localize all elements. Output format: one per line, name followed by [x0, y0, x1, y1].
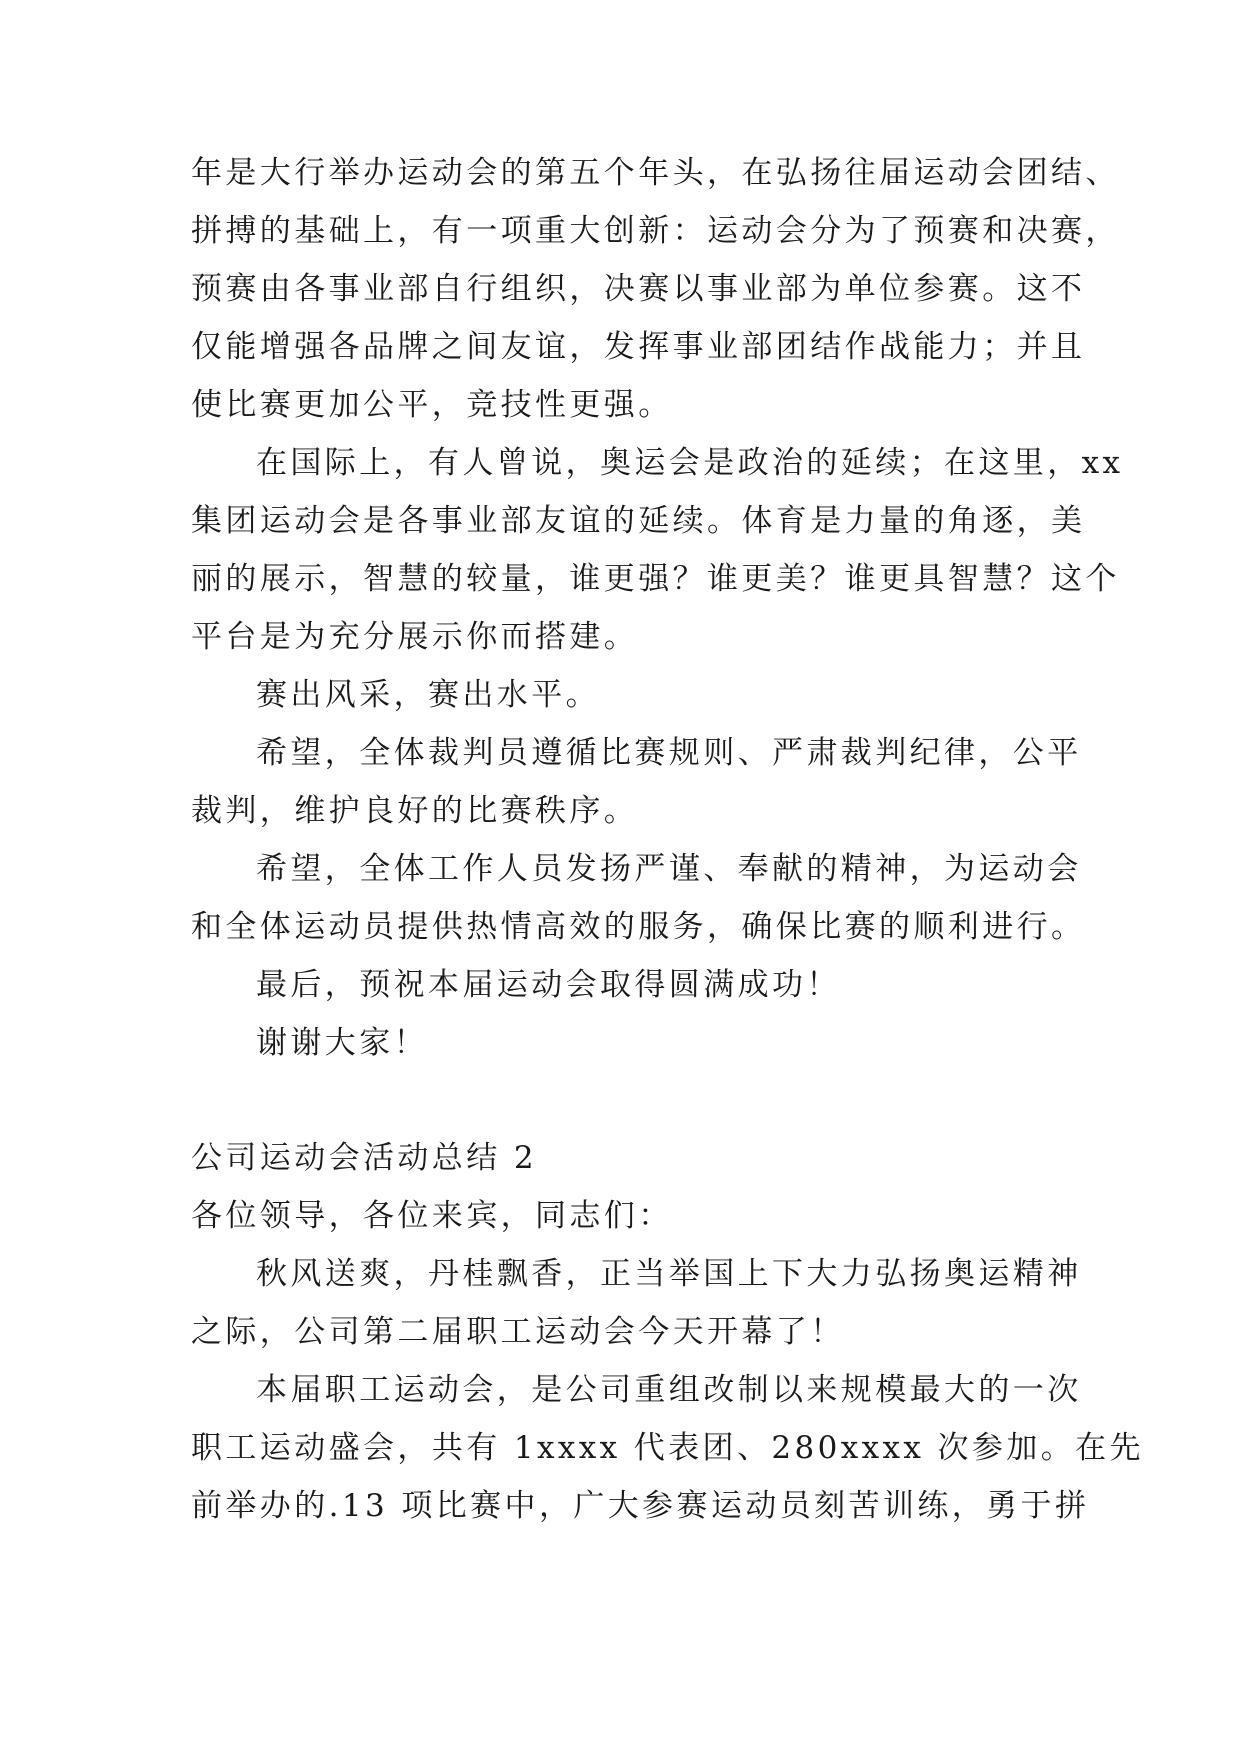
paragraph-line: 年是大行举办运动会的第五个年头，在弘扬往届运动会团结、 — [191, 155, 1120, 191]
paragraph-line: 拼搏的基础上，有一项重大创新：运动会分为了预赛和决赛， — [191, 213, 1120, 249]
paragraph-line: 本届职工运动会，是公司重组改制以来规模最大的一次 — [256, 1372, 1082, 1408]
paragraph-line: 希望，全体裁判员遵循比赛规则、严肃裁判纪律，公平 — [256, 735, 1082, 771]
greeting: 各位领导，各位来宾，同志们： — [191, 1198, 673, 1234]
paragraph-line: 希望，全体工作人员发扬严谨、奉献的精神，为运动会 — [256, 851, 1082, 887]
paragraph-line: 前举办的.13 项比赛中，广大参赛运动员刻苦训练，勇于拼 — [191, 1488, 1090, 1524]
paragraph-line: 赛出风采，赛出水平。 — [256, 677, 600, 713]
paragraph-line: 集团运动会是各事业部友谊的延续。体育是力量的角逐，美 — [191, 503, 1086, 539]
paragraph-line: 和全体运动员提供热情高效的服务，确保比赛的顺利进行。 — [191, 909, 1086, 945]
paragraph-line: 之际，公司第二届职工运动会今天开幕了！ — [191, 1314, 845, 1350]
paragraph-line: 仅能增强各品牌之间友谊，发挥事业部团结作战能力；并且 — [191, 329, 1086, 365]
paragraph-line: 预赛由各事业部自行组织，决赛以事业部为单位参赛。这不 — [191, 271, 1086, 307]
paragraph-line: 平台是为充分展示你而搭建。 — [191, 619, 639, 655]
paragraph-line: 职工运动盛会，共有 1xxxx 代表团、280xxxx 次参加。在先 — [191, 1430, 1144, 1466]
paragraph-line: 使比赛更加公平，竞技性更强。 — [191, 387, 673, 423]
paragraph-line: 秋风送爽，丹桂飘香，正当举国上下大力弘扬奥运精神 — [256, 1256, 1082, 1292]
section-title: 公司运动会活动总结 2 — [191, 1140, 537, 1176]
paragraph-line: 最后，预祝本届运动会取得圆满成功！ — [256, 967, 841, 1003]
paragraph-line: 裁判，维护良好的比赛秩序。 — [191, 793, 639, 829]
paragraph-line: 谢谢大家！ — [256, 1025, 428, 1061]
paragraph-line: 在国际上，有人曾说，奥运会是政治的延续；在这里，xx — [256, 445, 1124, 481]
paragraph-line: 丽的展示，智慧的较量，谁更强？谁更美？谁更具智慧？这个 — [191, 561, 1120, 597]
